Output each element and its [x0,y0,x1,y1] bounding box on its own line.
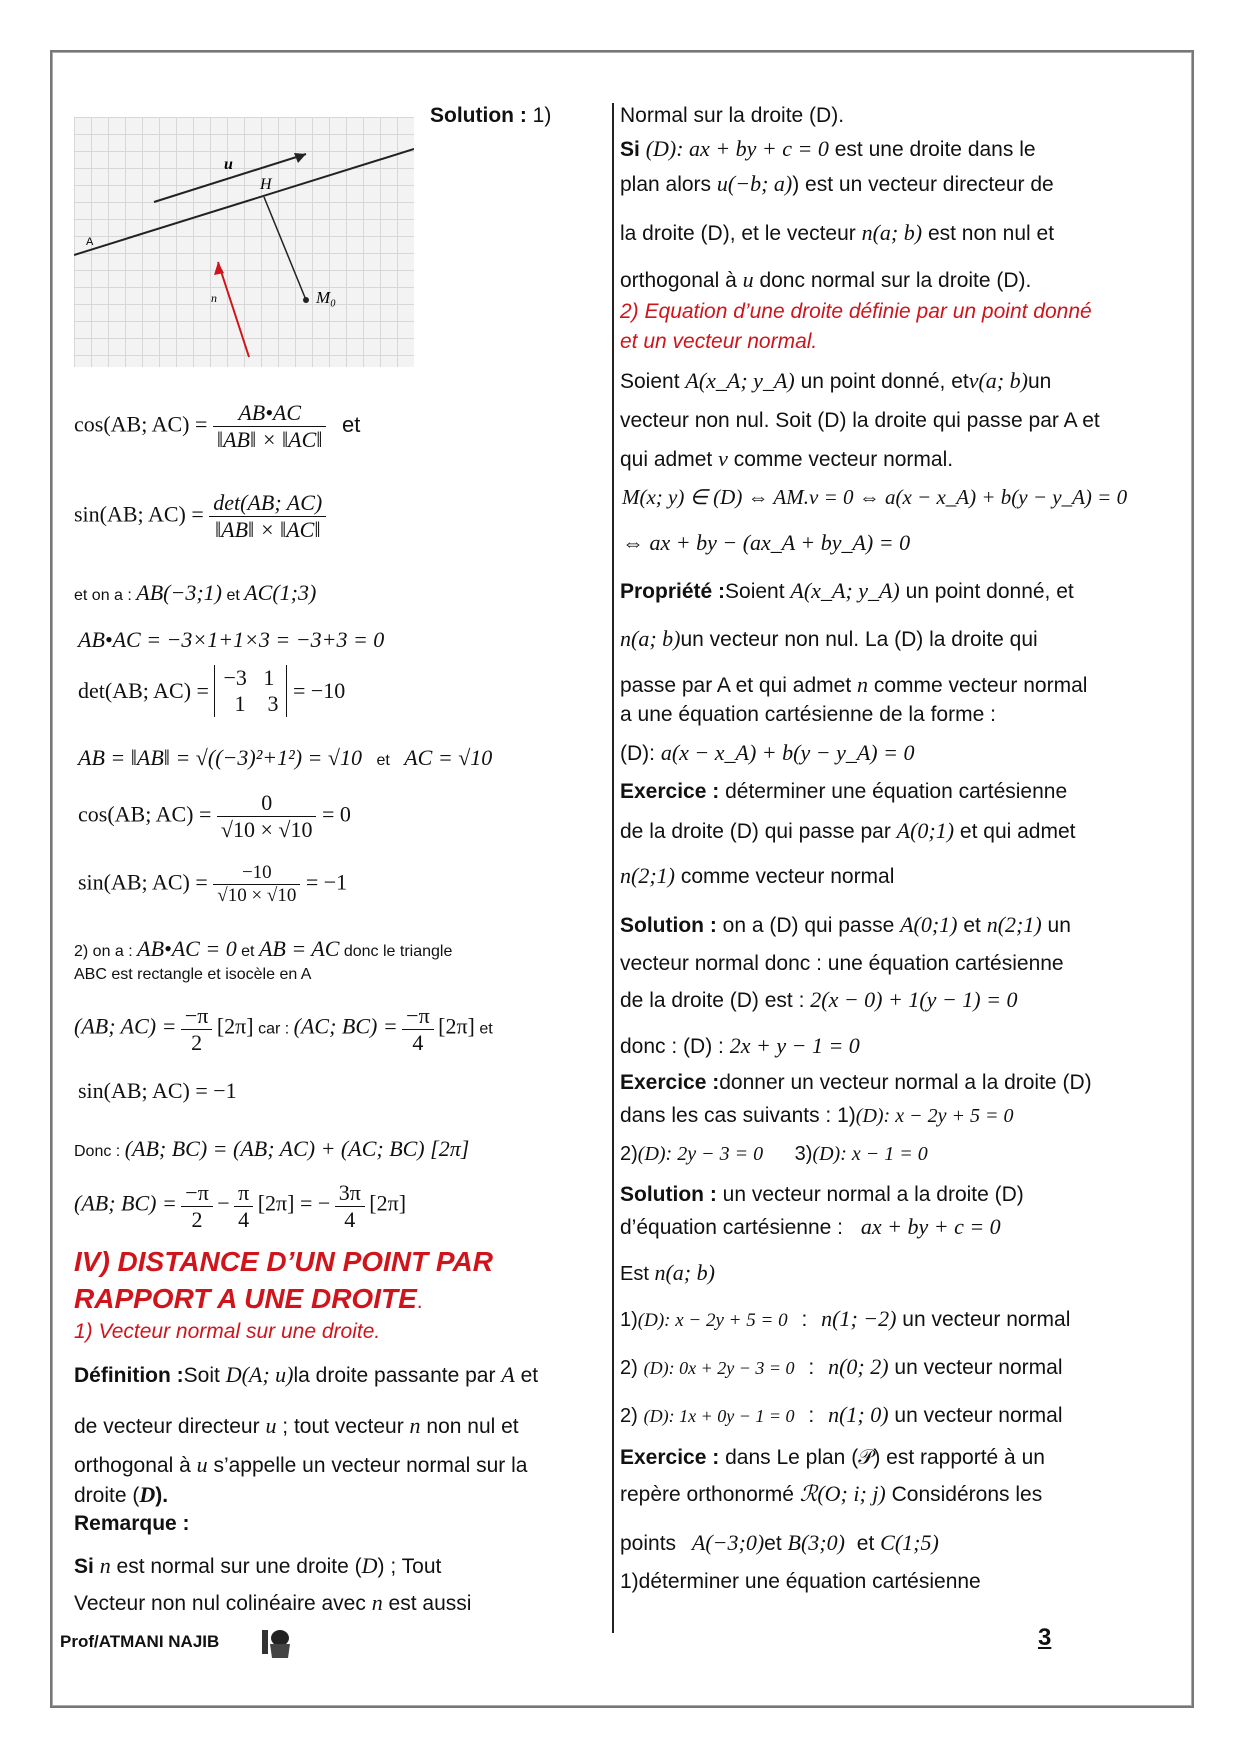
sin-value [78,862,347,907]
label-a: A [86,236,94,248]
solution2-line2 [620,1214,1001,1240]
det-m11: −3 [223,665,247,690]
prop-eq-a: (D): [620,742,655,765]
r-line8 [620,446,953,472]
rem-d-text: est aussi [388,1592,472,1615]
exercise2-line2 [620,1104,1013,1128]
case3-b: un vecteur normal [894,1404,1063,1427]
r6-v: v(a; b) [968,368,1028,393]
case1-line [620,1306,1070,1332]
sol2-n: n(a; b) [654,1260,715,1285]
sol2-c: Est [620,1263,649,1285]
r-line2 [620,136,1036,162]
prop-nn: n [857,672,868,697]
prop-c: un vecteur non nul. La (D) la droite qui [680,628,1038,651]
r8-b: comme vecteur normal. [733,448,954,471]
sol1-c: de la droite (D) est : [620,989,805,1012]
def-line2b: ; tout vecteur [282,1415,404,1438]
geometry-figure [74,117,414,367]
norm-line [78,745,492,771]
section-title-line1: IV) DISTANCE D’UN POINT PAR [74,1246,493,1277]
case3-a: 2) [620,1405,638,1427]
r-line1: Normal sur la droite (D). [620,104,845,127]
label-n: n [211,291,217,305]
angle2-den: 4 [412,1030,424,1055]
prop-b: un point donné, et [905,580,1074,603]
solution2-line3 [620,1260,715,1286]
vector-n [218,262,249,357]
case2-b: un vecteur normal [894,1356,1063,1379]
def-line2a: de vecteur directeur [74,1415,260,1438]
solution1-line3 [620,987,1017,1013]
ac-vector: AC(1;3) [244,580,317,605]
page-number: 3 [1038,1624,1052,1651]
final-a-num: −π [181,1180,213,1207]
exercise3-line4: 1)déterminer une équation cartésienne [620,1570,981,1593]
cos-value [78,790,351,843]
definition-line4 [74,1482,168,1508]
angle1-den: 2 [191,1030,203,1055]
cos-val-frac [217,790,317,843]
label-m0: M₀ [316,288,337,307]
sol1-a: on a (D) qui passe [722,914,895,937]
car-text: car : [258,1020,290,1038]
definition-line2 [74,1413,519,1439]
sin-formula-num: det(AB; AC) [209,490,326,517]
rem-b: ) ; Tout [377,1555,442,1578]
definition-line3 [74,1452,527,1478]
solution-num: 1) [532,104,552,127]
case1-colon: : [801,1308,808,1331]
remark-line1 [74,1553,441,1579]
vector-n-head [214,262,224,275]
author-logo-icon [260,1626,294,1660]
cos-val-den: √10 × √10 [220,817,313,842]
ex3-et: et [764,1532,782,1555]
def-text1: Soit [183,1364,220,1387]
def-line3a: orthogonal à [74,1454,191,1477]
sol2-eq: ax + by + c = 0 [860,1214,1001,1239]
ex3-b: repère orthonormé [620,1483,794,1506]
determinant-line [78,665,345,717]
part2-a: 2) on a : [74,943,133,960]
final-b-den: 4 [238,1207,250,1232]
ex3-et2: et [856,1532,875,1555]
r4-b: est non nul et [927,222,1055,245]
r-line6 [620,368,1051,394]
property-line2 [620,626,1038,652]
ex3-a: dans Le plan (𝒫) est rapporté à un [725,1446,1045,1469]
ex3-d: points [620,1532,677,1555]
r3-vec: u(−b; a) [716,171,793,196]
det-matrix [214,665,287,717]
sin-val-num: −10 [213,862,300,885]
donc-line [74,1136,469,1162]
prop-eq: a(x − x_A) + b(y − y_A) = 0 [660,740,915,765]
definition-label: Définition : [74,1364,184,1387]
section-dot: . [416,1290,423,1313]
exercise3-line1 [620,1446,1045,1470]
final-mod2: [2π] [369,1190,407,1216]
r2-b: est une droite dans le [834,138,1036,161]
on-a-text: et on a : [74,587,132,604]
final-c-num: 3π [335,1180,365,1207]
exercise2-line1 [620,1071,1092,1095]
case3-n: n(1; 0) [828,1402,889,1427]
r2-a: (D): ax + by + c = 0 [645,136,829,161]
final-mod: [2π] = − [257,1190,331,1216]
point-m0 [303,297,309,303]
final-minus: − [217,1190,230,1216]
sol2-a: un vecteur normal a la droite (D) [722,1183,1024,1206]
prop-e: comme vecteur normal [873,674,1088,697]
r4-vec: n(a; b) [861,220,923,245]
angle2-num: −π [402,1003,434,1030]
case1-n: n(1; −2) [821,1306,897,1331]
r6-a: Soient [620,370,680,393]
r4-a: la droite (D), et le vecteur [620,222,856,245]
r5-b: donc normal sur la droite (D). [759,269,1032,292]
author-name: Prof/ATMANI NAJIB [60,1632,220,1651]
cos-val-rhs: = 0 [321,801,351,827]
solution1-line2: vecteur normal donc : une équation cartésienne [620,952,1064,975]
r-line3 [620,171,1054,197]
sin-val-lhs: sin(AB; AC) = [78,869,208,895]
exercise3-line3 [620,1530,939,1556]
final-a-den: 2 [191,1207,203,1232]
r5-u: u [742,267,754,292]
sin-val-den: √10 × √10 [217,885,297,906]
sin-formula-frac [209,490,326,543]
angle2-frac [402,1003,434,1056]
case2-a: 2) [620,1357,638,1379]
ex3-a-point: A(−3;0) [691,1530,765,1555]
def-line4a: droite ( [74,1484,140,1507]
def-a: A [501,1362,515,1387]
ex2-c: 2) [620,1143,638,1165]
part2-c: et [241,943,255,960]
sin-formula-lhs: sin(AB; AC) = [74,501,204,527]
label-u: u [224,156,233,173]
sin-formula-den: ‖AB‖ × ‖AC‖ [214,517,321,542]
det-m21: 1 [234,691,246,716]
case2-line [620,1354,1063,1380]
rem-n: n [99,1553,111,1578]
segment-hm0 [264,197,306,300]
angle1-frac [181,1003,213,1056]
det-m12: 1 [263,665,275,690]
exercise1-line2 [620,818,1076,844]
case3-colon: : [808,1404,815,1427]
ex1-c: et qui admet [959,820,1076,843]
ac-norm: AC = √10 [404,745,493,770]
angle1-mod: [2π] [216,1013,254,1039]
angle1: (AB; AC) = [74,1013,177,1039]
ex1-a-point: A(0;1) [896,818,955,843]
def-u: u [265,1413,277,1438]
cos-val-lhs: cos(AB; AC) = [78,801,212,827]
definition-line1 [74,1362,538,1388]
ab-vector: AB(−3;1) [136,580,222,605]
ex2-b: dans les cas suivants : 1) [620,1104,856,1127]
et4: et [479,1020,493,1038]
part2-b: AB•AC = 0 [137,936,237,961]
property-label: Propriété : [620,580,726,603]
sol1-et: et [963,914,981,937]
sol1-eq2: 2x + y − 1 = 0 [729,1033,860,1058]
cos-formula-den: ‖AB‖ × ‖AC‖ [216,427,323,452]
def-d: D(A; u) [225,1362,294,1387]
dot-product-line: AB•AC = −3×1+1×3 = −3+3 = 0 [78,627,385,652]
rem-c: Vecteur non nul colinéaire avec [74,1592,366,1615]
et2: et [226,587,240,604]
exercise1-label: Exercice : [620,780,720,803]
ex2-eq1: (D): x − 2y + 5 = 0 [855,1105,1014,1127]
donc-text: Donc : [74,1143,121,1160]
part2-d: AB = AC [258,936,340,961]
solution-label: Solution : [430,104,527,127]
column-divider [612,103,614,1633]
angle2: (AC; BC) = [293,1013,398,1039]
angle-line [74,1003,493,1056]
def-line4d: D [139,1482,156,1507]
def-u-2: u [196,1452,208,1477]
solution1-line4 [620,1033,860,1059]
sol1-un: un [1047,914,1071,937]
ex3-b-point: B(3;0) [787,1530,845,1555]
ex1-n: n(2;1) [620,863,675,888]
et3: et [376,752,390,769]
r-line7: vecteur non nul. Soit (D) la droite qui passe par A et [620,409,1100,432]
r-line5 [620,267,1031,293]
case2-eq: (D): 0x + 2y − 3 = 0 [643,1358,795,1378]
sin-minus-one: sin(AB; AC) = −1 [78,1078,237,1103]
ex3-r: ℛ(O; i; j) [799,1481,886,1506]
exercise1-line1 [620,780,1067,804]
final-frac-a [181,1180,213,1233]
chasles-relation: (AB; BC) = (AB; AC) + (AC; BC) [2π] [124,1136,470,1161]
det-lhs: det(AB; AC) = [78,678,209,703]
cos-formula-lhs: cos(AB; AC) = [74,411,208,437]
exercise2-line3 [620,1143,928,1166]
solution-heading [430,104,551,128]
final-b-num: π [234,1180,253,1207]
ex1-b: de la droite (D) qui passe par [620,820,891,843]
equation1: M(x; y) ∈ (D) ⇔ AM.v = 0 ⇔ a(x − x_A) + b(y − y_A) = 0 [622,485,1128,509]
exercise3-line2 [620,1481,1042,1507]
property-equation [620,740,914,766]
angle1-num: −π [181,1003,213,1030]
rem-si: Si [74,1555,94,1578]
ex2-a: donner un vecteur normal a la droite (D) [719,1071,1092,1094]
sin-val-frac [213,862,300,907]
remark-line2 [74,1590,471,1616]
rem-a: est normal sur une droite ( [116,1555,362,1578]
sol1-d: donc : (D) : [620,1035,724,1058]
case3-line [620,1402,1063,1428]
def-line3b: s’appelle un vecteur normal sur la [213,1454,528,1477]
final-c-den: 4 [344,1207,356,1232]
section-title-line2 [74,1281,423,1320]
ex2-eq3: (D): x − 1 = 0 [812,1143,928,1165]
cos-formula [74,400,360,453]
subsection-title: 1) Vecteur normal sur une droite. [74,1320,381,1343]
r-line4 [620,220,1054,246]
r8-a: qui admet [620,448,713,471]
prop-a-point: A(x_A; y_A) [790,578,900,603]
case1-b: un vecteur normal [902,1308,1071,1331]
remark-label: Remarque : [74,1512,190,1535]
on-a-line [74,580,316,606]
label-h: H [260,176,272,193]
sol2-b: d’équation cartésienne : [620,1216,843,1239]
solution2-line1 [620,1183,1024,1207]
r3-b: ) est un vecteur directeur de [792,173,1054,196]
exercise1-line3 [620,863,894,889]
ab-norm: AB = ‖AB‖ = √((−3)²+1²) = √10 [78,745,362,770]
figure-svg [74,117,414,367]
ex3-c-point: C(1;5) [880,1530,939,1555]
r6-a-point: A(x_A; y_A) [685,368,795,393]
final-angle-line [74,1180,406,1233]
solution2-label: Solution : [620,1183,717,1206]
case3-eq: (D): 1x + 0y − 1 = 0 [643,1406,795,1426]
def-text2: la droite passante par [293,1364,496,1387]
ex1-d: comme vecteur normal [680,865,895,888]
prop-d: passe par A et qui admet [620,674,852,697]
solution1-label: Solution : [620,914,717,937]
def-line4b: ). [155,1484,169,1507]
det-m22: 3 [267,691,279,716]
part2-e: donc le triangle [343,943,453,960]
sol1-a-point: A(0;1) [900,912,958,937]
det-rhs: = −10 [292,678,346,703]
property-line4: a une équation cartésienne de la forme : [620,703,996,726]
case2-colon: : [808,1356,815,1379]
property-line1 [620,578,1074,604]
angle2-mod: [2π] [438,1013,475,1039]
case1-a: 1) [620,1309,638,1331]
subsection2-line2: et un vecteur normal. [620,330,818,353]
final-frac-c [335,1180,365,1233]
case2-n: n(0; 2) [828,1354,889,1379]
property-line3 [620,672,1087,698]
prop-a: Soient [725,580,785,603]
solution1-line1 [620,912,1071,938]
r6-c: un [1027,370,1052,393]
final-frac-b [234,1180,253,1233]
exercise2-label: Exercice : [620,1071,720,1094]
line-d [74,149,414,255]
r3-a: plan alors [620,173,712,196]
cos-formula-frac [213,400,327,453]
equation2: ⇔ ax + by − (ax_A + by_A) = 0 [622,530,911,555]
r8-v: v [718,446,728,471]
subsection2-line1: 2) Equation d’une droite définie par un point donné [620,300,1092,323]
cos-formula-num: AB•AC [213,400,327,427]
rem-n-2: n [371,1590,383,1615]
sol1-eq: 2(x − 0) + 1(y − 1) = 0 [810,987,1018,1012]
r5-a: orthogonal à [620,269,737,292]
sin-formula [74,490,326,543]
def-line2c: non nul et [426,1415,519,1438]
et1: et [341,411,361,437]
ex1-a: déterminer une équation cartésienne [725,780,1068,803]
r6-b: un point donné, et [800,370,969,393]
def-text3: et [520,1364,539,1387]
def-n: n [409,1413,421,1438]
ex2-d: 3) [794,1143,813,1165]
final-lhs: (AB; BC) = [74,1190,177,1216]
cos-val-num: 0 [217,790,317,817]
ex3-c: Considérons les [891,1483,1043,1506]
rem-d: D [361,1553,378,1578]
r2-si: Si [620,138,640,161]
section-title-2: RAPPORT A UNE DROITE [74,1283,417,1314]
ex2-eq2: (D): 2y − 3 = 0 [637,1143,764,1165]
part2-line1 [74,936,452,962]
sol1-n: n(2;1) [986,912,1042,937]
exercise3-label: Exercice : [620,1446,720,1469]
prop-n: n(a; b) [620,626,681,651]
part2-line2: ABC est rectangle et isocèle en A [74,966,312,983]
sin-val-rhs: = −1 [305,869,348,895]
case1-eq: (D): x − 2y + 5 = 0 [637,1310,788,1331]
